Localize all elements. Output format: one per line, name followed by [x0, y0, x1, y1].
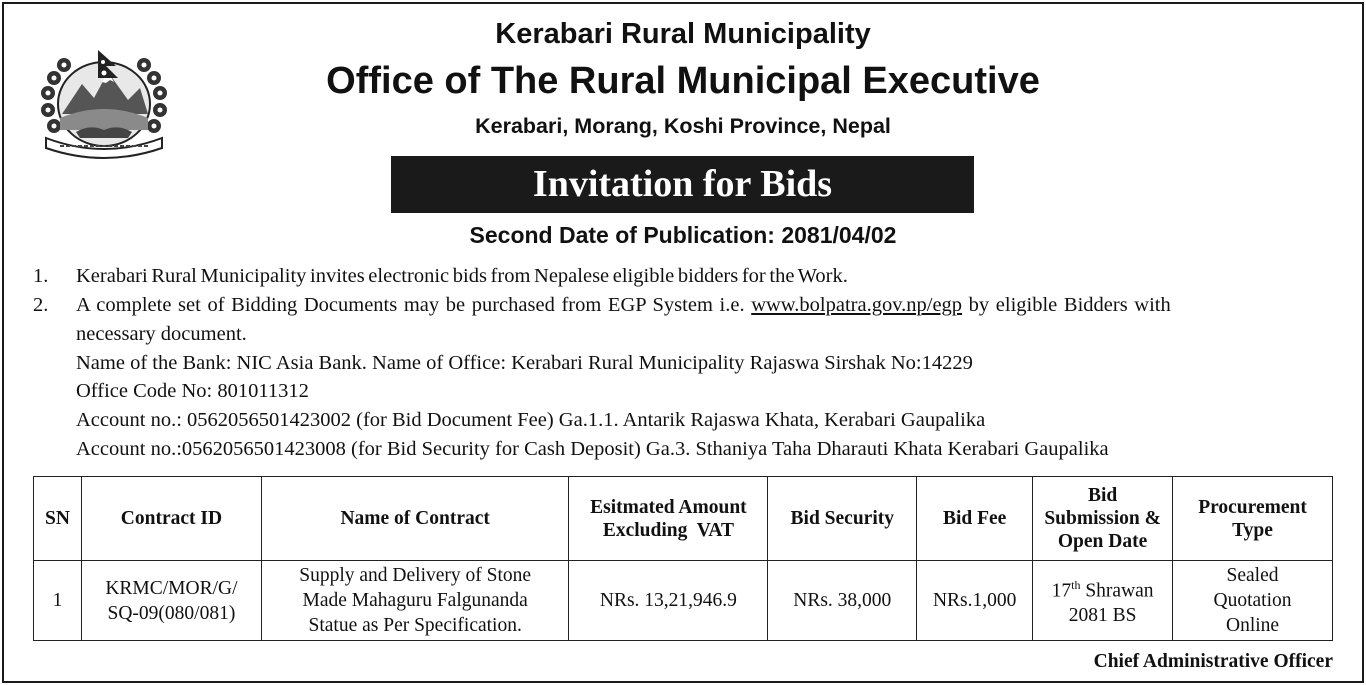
cell-contract-id: KRMC/MOR/G/ SQ-09(080/081) [81, 561, 261, 641]
item-number-1: 1. [33, 265, 49, 287]
bid-table [33, 476, 1333, 641]
cell-bid-security: NRs. 38,000 [768, 561, 917, 641]
table-row [34, 561, 1333, 641]
egp-link[interactable]: www.bolpatra.gov.np/egp [751, 294, 963, 316]
col-header-submission-date: Bid Submission & Open Date [1033, 477, 1173, 561]
col-header-estimated-amount: Esitmated Amount Excluding VAT [569, 477, 768, 561]
item-2-text [76, 291, 1171, 319]
item-2-text-before-link: A complete set of Bidding Documents may be purchased from EGP System i.e. [76, 294, 745, 316]
office-address: Kerabari, Morang, Koshi Province, Nepal [475, 114, 891, 138]
cell-estimated-amount: NRs. 13,21,946.9 [569, 561, 768, 641]
account-bid-security: Account no.:0562056501423008 (for Bid Security for Cash Deposit) Ga.3. Sthaniya Taha Dharauti Khata Kerabari Gaupalika [76, 438, 1109, 460]
item-2-continuation: necessary document. [76, 323, 247, 345]
col-header-bid-security: Bid Security [768, 477, 917, 561]
organization-name: Kerabari Rural Municipality [495, 18, 871, 50]
publication-date: Second Date of Publication: 2081/04/02 [469, 222, 897, 248]
cell-submission-date: 17th Shrawan 2081 BS [1033, 561, 1173, 641]
cell-sn: 1 [34, 561, 82, 641]
cell-bid-fee: NRs.1,000 [917, 561, 1033, 641]
col-header-sn: SN [34, 477, 82, 561]
col-header-bid-fee: Bid Fee [917, 477, 1033, 561]
signatory-title: Chief Administrative Officer [1093, 651, 1333, 672]
notice-title-banner: Invitation for Bids [391, 156, 974, 213]
account-bid-document-fee: Account no.: 0562056501423002 (for Bid Document Fee) Ga.1.1. Antarik Rajaswa Khata, Kerabari Gaupalika [76, 409, 986, 431]
col-header-name-of-contract: Name of Contract [261, 477, 569, 561]
office-code: Office Code No: 801011312 [76, 380, 309, 402]
col-header-contract-id: Contract ID [81, 477, 261, 561]
bank-details: Name of the Bank: NIC Asia Bank. Name of Office: Kerabari Rural Municipality Rajaswa Sirshak No:14229 [76, 352, 973, 374]
col-header-procurement-type: Procurement Type [1173, 477, 1333, 561]
cell-name-of-contract: Supply and Delivery of Stone Made Mahaguru Falgunanda Statue as Per Specification. [261, 561, 569, 641]
item-number-2: 2. [33, 294, 49, 316]
item-2-text-after-link: by eligible Bidders with [968, 294, 1171, 316]
cell-procurement-type: Sealed Quotation Online [1173, 561, 1333, 641]
item-1-text: Kerabari Rural Municipality invites electronic bids from Nepalese eligible bidders for the Work. [76, 265, 848, 287]
table-header-row [34, 477, 1333, 561]
office-name: Office of The Rural Municipal Executive [326, 60, 1040, 102]
